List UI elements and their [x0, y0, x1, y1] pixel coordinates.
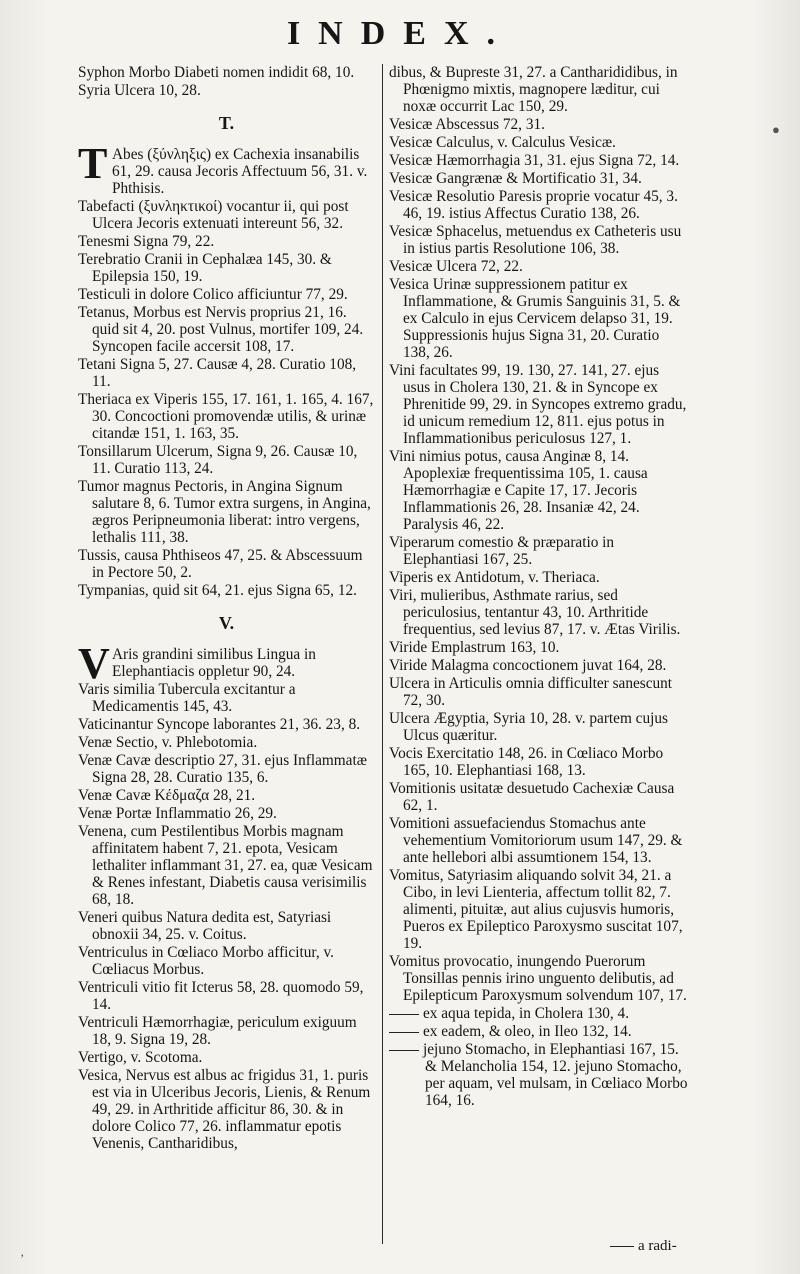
drop-cap: T: [78, 139, 108, 188]
index-entry: Vesicæ Ulcera 72, 22.: [389, 258, 523, 275]
entry-text: ex eadem, & oleo, in Ileo 132, 14.: [423, 1023, 632, 1040]
index-entry: Vomitionis usitatæ desuetudo Cachexiæ Causa 62, 1.: [389, 780, 675, 814]
catchword-dash: [610, 1246, 634, 1247]
index-entry: Venæ Portæ Inflammatio 26, 29.: [78, 805, 277, 822]
index-entry: Viperarum comestio & præparatio in Elephantiasi 167, 25.: [389, 534, 615, 568]
index-entry: Vini nimius potus, causa Anginæ 8, 14. Apoplexiæ frequentissima 105, 1. causa Hæmorrhagiæ e Capite 17, 17. Jecoris Inflammationis 26, 28. Insaniæ 42, 24. Paralysis 46, 22.: [389, 448, 648, 533]
index-entry: Vesicæ Resolutio Paresis proprie vocatur 45, 3. 46, 19. istius Affectus Curatio 138, 26.: [389, 188, 678, 222]
index-entry: Vomitioni assuefaciendus Stomachus ante vehementium Vomitoriorum usum 147, 29. & ante hellebori albi assumtionem 154, 13.: [389, 815, 683, 866]
index-entry: Ventriculus in Cœliaco Morbo afficitur, v. Cœliacus Morbus.: [78, 944, 334, 978]
paper-speck: ‚: [20, 1244, 25, 1259]
index-column-right: [389, 64, 689, 1110]
index-entry: Vesica Urinæ suppressionem patitur ex Inflammatione, & Grumis Sanguinis 31, 5. & ex Calculo in ejus Cervicem delapso 31, 19. Suppressionis hujus Signa 31, 20. Curatio 138, 26.: [389, 276, 681, 361]
index-entry: Tonsillarum Ulcerum, Signa 9, 26. Causæ 10, 11. Curatio 113, 24.: [78, 443, 358, 477]
index-entry: Tenesmi Signa 79, 22.: [78, 233, 215, 250]
index-entry: Vocis Exercitatio 148, 26. in Cœliaco Morbo 165, 10. Elephantiasi 168, 13.: [389, 745, 664, 779]
index-entry: Vesicæ Gangrænæ & Mortificatio 31, 34.: [389, 170, 642, 187]
index-subentry: [389, 1005, 689, 1022]
index-entry: Vesicæ Abscessus 72, 31.: [389, 116, 545, 133]
index-entry: Tussis, causa Phthiseos 47, 25. & Abscessuum in Pectore 50, 2.: [78, 547, 363, 581]
index-entry: Venena, cum Pestilentibus Morbis magnam affinitatem habent 7, 21. epota, Vesicam lethaliter inflammant 31, 27. ea, quæ Vesicam & Renes infestant, Diabetis causa verisimilis 68, 18.: [78, 823, 373, 908]
paper-speck: ●: [772, 122, 780, 137]
index-entry: Varis similia Tubercula excitantur a Medicamentis 145, 43.: [78, 681, 296, 715]
index-entry: Venæ Sectio, v. Phlebotomia.: [78, 734, 258, 751]
entry-text: jejuno Stomacho, in Elephantiasi 167, 15. & Melancholia 154, 12. jejuno Stomacho, per aquam, vel mulsam, in Cœliaco Morbo 164, 16.: [423, 1041, 688, 1109]
index-entry: Veneri quibus Natura dedita est, Satyriasi obnoxii 34, 25. v. Coitus.: [78, 909, 332, 943]
index-entry: Vomitus, Satyriasim aliquando solvit 34, 21. a Cibo, in levi Lienteria, affectum tollit 82, 7. alimenti, pituitæ, aut alius cujusvis humoris, Pueros ex Epileptico Paroxysmo suscitat 107, 19.: [389, 867, 683, 952]
index-entry: Testiculi in dolore Colico afficiuntur 77, 29.: [78, 286, 348, 303]
index-entry: Tumor magnus Pectoris, in Angina Signum salutare 8, 6. Tumor extra surgens, in Angina, ægros Peripneumonia liberat: intro vergens, lethalis 111, 38.: [78, 478, 371, 546]
index-entry: Viride Malagma concoctionem juvat 164, 28.: [389, 657, 667, 674]
index-entry: Vesicæ Sphacelus, metuendus ex Catheteris usu in istius partis Resolutione 106, 38.: [389, 223, 682, 257]
index-entry: Ulcera in Articulis omnia difficulter sanescunt 72, 30.: [389, 675, 673, 709]
section-letter: V.: [218, 613, 235, 633]
index-entry: Tabefacti (ξυνληκτικοί) vocantur ii, qui post Ulcera Jecoris extenuati intereunt 56, 32.: [78, 198, 349, 232]
entry-text: Aris grandini similibus Lingua in Elephantiacis oppletur 90, 24.: [112, 646, 316, 680]
index-entry: Venæ Cavæ Κέδμαζα 28, 21.: [78, 787, 256, 804]
entry-text: Abes (ξύνληξις) ex Cachexia insanabilis 61, 29. causa Jecoris Affectuum 56, 31. v. Phthisis.: [112, 146, 368, 197]
index-entry: Vini facultates 99, 19. 130, 27. 141, 27. ejus usus in Cholera 130, 21. & in Syncope ex Phrenitide 99, 29. in Syncopes extremo gradu, id unicum remedium 12, 811. ejus potus in Inflammationibus periculosus 127, 1.: [389, 362, 687, 447]
page-title: INDEX.: [286, 15, 514, 52]
index-entry: [78, 139, 375, 197]
index-subentry: [389, 1023, 689, 1040]
ditto-dash: [389, 1032, 419, 1033]
index-entry: Viride Emplastrum 163, 10.: [389, 639, 560, 656]
index-entry: Vaticinantur Syncope laborantes 21, 36. 23, 8.: [78, 716, 361, 733]
index-entry: Terebratio Cranii in Cephalæa 145, 30. & Epilepsia 150, 19.: [78, 251, 332, 285]
catchword: [610, 1238, 677, 1255]
index-entry: Syphon Morbo Diabeti nomen indidit 68, 10.: [78, 64, 355, 81]
index-entry: Theriaca ex Viperis 155, 17. 161, 1. 165, 4. 167, 30. Concoctioni promovendæ utilis, & urinæ citandæ 151, 1. 163, 35.: [78, 391, 374, 442]
index-entry: Viperis ex Antidotum, v. Theriaca.: [389, 569, 600, 586]
index-entry: Ventriculi Hæmorrhagiæ, periculum exiguum 18, 9. Signa 19, 28.: [78, 1014, 357, 1048]
column-divider: [382, 64, 383, 1244]
index-entry: Viri, mulieribus, Asthmate rarius, sed periculosius, tentantur 43, 10. Arthritide frequentius, sed levius 87, 17. v. Ætas Virilis.: [389, 587, 681, 638]
ditto-dash: [389, 1014, 419, 1015]
index-entry: Tetani Signa 5, 27. Causæ 4, 28. Curatio 108, 11.: [78, 356, 357, 390]
index-entry: Tympanias, quid sit 64, 21. ejus Signa 65, 12.: [78, 582, 357, 599]
catchword-text: a radi-: [638, 1238, 677, 1254]
index-subentry: [389, 1041, 689, 1109]
index-entry: Tetanus, Morbus est Nervis proprius 21, 16. quid sit 4, 20. post Vulnus, mortifer 109, 24. Syncopen facile accersit 108, 17.: [78, 304, 364, 355]
index-entry: Ventriculi vitio fit Icterus 58, 28. quomodo 59, 14.: [78, 979, 364, 1013]
index-entry: [78, 639, 375, 688]
section-letter: T.: [218, 113, 235, 133]
index-entry: Vesicæ Calculus, v. Calculus Vesicæ.: [389, 134, 616, 151]
index-entry: Ulcera Ægyptia, Syria 10, 28. v. partem cujus Ulcus quæritur.: [389, 710, 668, 744]
index-column-left: [78, 64, 375, 1153]
entry-text: ex aqua tepida, in Cholera 130, 4.: [423, 1005, 630, 1022]
index-entry: Vomitus provocatio, inungendo Puerorum Tonsillas pennis irino unguento delibutis, ad Epilepticum Paroxysmum solvendum 107, 17.: [389, 953, 687, 1004]
index-entry: dibus, & Bupreste 31, 27. a Cantharididibus, in Phœnigmo mixtis, magnopere læditur, cui noxæ occurrit Lac 150, 29.: [389, 64, 678, 115]
index-entry: Vesica, Nervus est albus ac frigidus 31, 1. puris est via in Ulceribus Jecoris, Lienis, & Renum 49, 29. in Arthritide afficitur 86, 30. & in dolore Colico 77, 26. inflammatur epotis Venenis, Cantharidibus,: [78, 1067, 371, 1152]
index-entry: Vesicæ Hæmorrhagia 31, 31. ejus Signa 72, 14.: [389, 152, 680, 169]
index-entry: Vertigo, v. Scotoma.: [78, 1049, 203, 1066]
drop-cap: V: [78, 639, 110, 688]
index-entry: Syria Ulcera 10, 28.: [78, 82, 201, 99]
ditto-dash: [389, 1050, 419, 1051]
index-entry: Venæ Cavæ descriptio 27, 31. ejus Inflammatæ Signa 28, 28. Curatio 135, 6.: [78, 752, 367, 786]
